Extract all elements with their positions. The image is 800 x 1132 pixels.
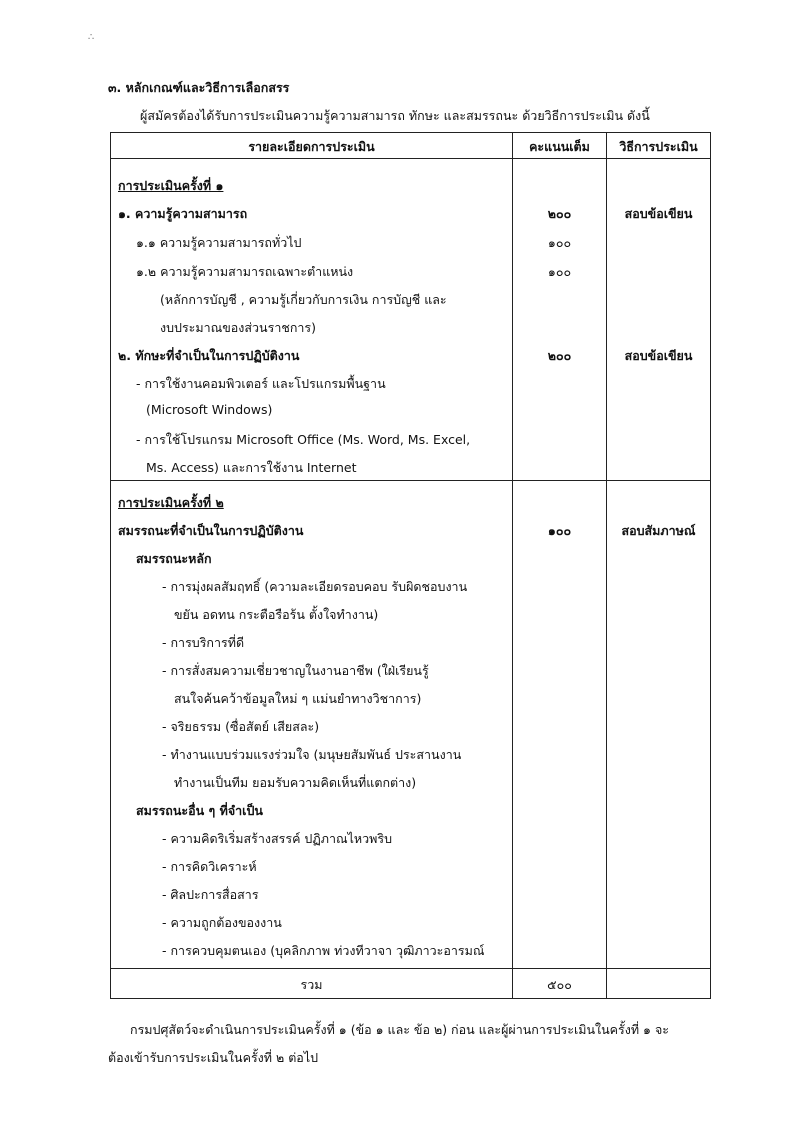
competency-label: สมรรถนะที่จำเป็นในการปฏิบัติงาน <box>118 523 304 538</box>
intro-text: ผู้สมัครต้องได้รับการประเมินความรู้ความสามารถ ทักษะ และสมรรถนะ ด้วยวิธีการประเมิน ดังนี้ <box>140 108 650 123</box>
other-item-4: - ความถูกต้องของงาน <box>162 915 282 930</box>
table-total-top-border <box>110 968 710 969</box>
item2-a-line1: - การใช้งานคอมพิวเตอร์ และโปรแกรมพื้นฐาน <box>136 376 386 391</box>
scan-mark: ∴ <box>88 32 95 43</box>
header-detail: รายละเอียดการประเมิน <box>248 139 375 154</box>
item1-2-label: ๑.๒ ความรู้ความสามารถเฉพาะตำแหน่ง <box>136 264 354 279</box>
footer-line-1: กรมปศุสัตว์จะดำเนินการประเมินครั้งที่ ๑ (ข้อ ๑ และ ข้อ ๒) ก่อน และผู้ผ่านการประเมินในครั้งที่ ๑ จะ <box>130 1022 669 1037</box>
core-item-4: - จริยธรรม (ซื่อสัตย์ เสียสละ) <box>162 719 320 734</box>
table-right-border <box>710 132 711 999</box>
item2-score: ๒๐๐ <box>547 348 572 363</box>
header-method: วิธีการประเมิน <box>619 139 698 154</box>
item1-2-note-line2: งบประมาณของส่วนราชการ) <box>160 320 316 335</box>
item2-label: ๒. ทักษะที่จำเป็นในการปฏิบัติงาน <box>118 348 300 363</box>
core-item-1-line1: - การมุ่งผลสัมฤทธิ์ (ความละเอียดรอบคอบ รับผิดชอบงาน <box>162 579 468 594</box>
item1-method: สอบข้อเขียน <box>624 206 693 221</box>
core-item-5-line1: - ทำงานแบบร่วมแรงร่วมใจ (มนุษยสัมพันธ์ ประสานงาน <box>162 747 462 762</box>
section-heading: ๓. หลักเกณฑ์และวิธีการเลือกสรร <box>108 80 290 95</box>
table-col-divider-2 <box>606 132 607 999</box>
competency-method: สอบสัมภาษณ์ <box>621 523 696 538</box>
item2-method: สอบข้อเขียน <box>624 348 693 363</box>
part1-title: การประเมินครั้งที่ ๑ <box>118 178 224 193</box>
core-item-2: - การบริการที่ดี <box>162 635 245 650</box>
table-left-border <box>110 132 111 999</box>
item2-b-line2: Ms. Access) และการใช้งาน Internet <box>146 460 357 475</box>
other-item-2: - การคิดวิเคราะห์ <box>162 859 257 874</box>
footer-line-2: ต้องเข้ารับการประเมินในครั้งที่ ๒ ต่อไป <box>108 1050 319 1065</box>
item1-2-score: ๑๐๐ <box>547 264 572 279</box>
competency-score: ๑๐๐ <box>547 523 572 538</box>
core-item-3-line2: สนใจค้นคว้าข้อมูลใหม่ ๆ แม่นยำทางวิชาการ) <box>174 691 422 706</box>
other-item-1: - ความคิดริเริ่มสร้างสรรค์ ปฏิภาณไหวพริบ <box>162 831 393 846</box>
item1-2-note-line1: (หลักการบัญชี , ความรู้เกี่ยวกับการเงิน การบัญชี และ <box>160 292 447 307</box>
item1-score: ๒๐๐ <box>547 206 572 221</box>
core-item-1-line2: ขยัน อดทน กระตือรือร้น ตั้งใจทำงาน) <box>174 607 379 622</box>
other-competency-title: สมรรถนะอื่น ๆ ที่จำเป็น <box>136 803 263 818</box>
item2-b-line1: - การใช้โปรแกรม Microsoft Office (Ms. Word, Ms. Excel, <box>136 432 471 447</box>
core-competency-title: สมรรถนะหลัก <box>136 551 212 566</box>
item1-1-score: ๑๐๐ <box>547 235 572 250</box>
other-item-3: - ศิลปะการสื่อสาร <box>162 887 259 902</box>
core-item-5-line2: ทำงานเป็นทีม ยอมรับความคิดเห็นที่แตกต่าง) <box>174 775 417 790</box>
item1-1-label: ๑.๑ ความรู้ความสามารถทั่วไป <box>136 235 302 250</box>
other-item-5: - การควบคุมตนเอง (บุคลิกภาพ ท่วงทีวาจา วุฒิภาวะอารมณ์ <box>162 943 485 958</box>
core-item-3-line1: - การสั่งสมความเชี่ยวชาญในงานอาชีพ (ใฝ่เรียนรู้ <box>162 663 429 678</box>
table-top-border <box>110 132 710 133</box>
header-score: คะแนนเต็ม <box>529 139 590 154</box>
item1-label: ๑. ความรู้ความสามารถ <box>118 206 248 221</box>
table-header-bottom-border <box>110 158 710 159</box>
item2-a-line2: (Microsoft Windows) <box>146 402 273 417</box>
total-score: ๕๐๐ <box>547 977 572 992</box>
table-bottom-border <box>110 998 710 999</box>
part2-title: การประเมินครั้งที่ ๒ <box>118 495 224 510</box>
total-label: รวม <box>300 977 323 992</box>
table-part-divider <box>110 480 710 481</box>
